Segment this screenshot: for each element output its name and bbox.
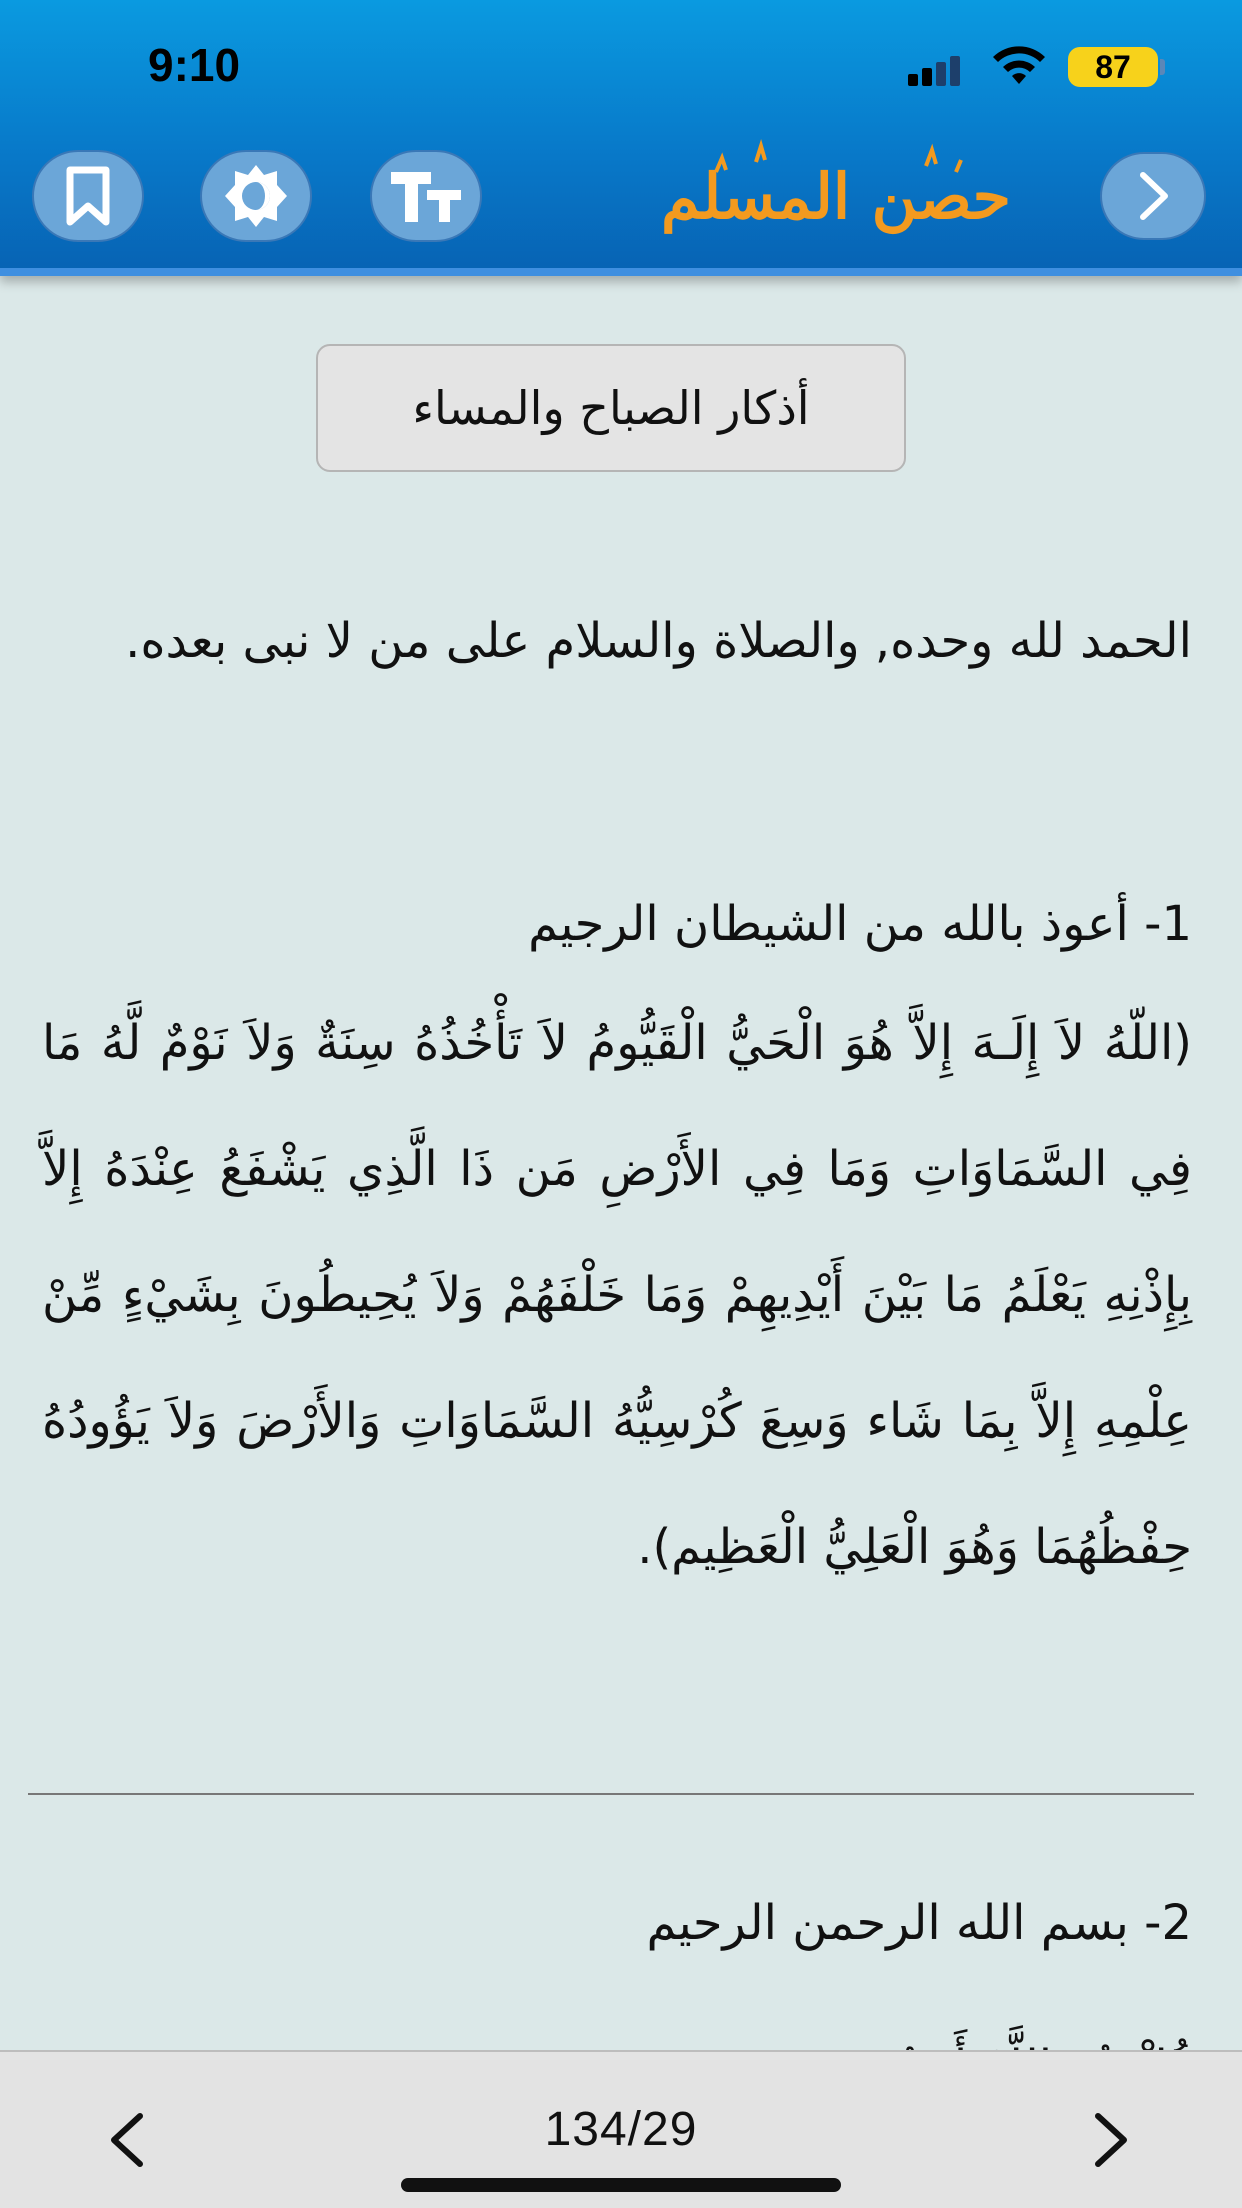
battery-cap [1160,59,1165,75]
chevron-right-icon [1133,171,1173,221]
home-indicator [401,2178,841,2192]
item-text-2 [42,2028,1192,2050]
brightness-icon [221,161,291,231]
intro-text: الحمد لله وحده, والصلاة والسلام على من لا نبى بعده. [125,613,1192,669]
forward-button[interactable] [1100,152,1206,240]
divider [28,1793,1194,1795]
cellular-signal-icon [908,52,968,86]
svg-text:حصن المسلم: حصن المسلم [661,160,1011,233]
text-size-icon [389,168,463,224]
item-text-1: (اللّهُ لاَ إِلَـهَ إِلاَّ هُوَ الْحَيُّ الْقَيُّومُ لاَ تَأْخُذُهُ سِنَةٌ وَلاَ نَوْمٌ لَّهُ مَا فِي السَّمَاوَاتِ وَمَا فِي الأَرْضِ مَن ذَا الَّذِي يَشْفَعُ عِنْدَهُ إِلاَّ بِإِذْنِهِ يَعْلَمُ مَا بَيْنَ أَيْدِيهِمْ وَمَا خَلْفَهُمْ وَلاَ يُحِيطُونَ بِشَيْءٍ مِّنْ عِلْمِهِ إِلاَّ بِمَا شَاء وَسِعَ كُرْسِيُّهُ السَّمَاوَاتِ وَالأَرْضَ وَلاَ يَؤُودُهُ حِفْظُهُمَا وَهُوَ الْعَلِيُّ الْعَظِيم). [42,1015,1192,1575]
text-size-button[interactable] [370,150,482,242]
brightness-button[interactable] [200,150,312,242]
page-counter: 134/29 [544,2103,698,2156]
battery-level: 87 [1068,47,1158,87]
wifi-icon [990,44,1048,88]
section-title: أذكار الصباح والمساء [316,344,906,472]
status-time: 9:10 [148,39,241,91]
bookmark-button[interactable] [32,150,144,242]
item-heading-1: 1- أعوذ بالله من الشيطان الرجيم [528,896,1192,952]
item-heading-2: 2- بسم الله الرحمن الرحيم [646,1895,1192,1951]
top-app-bar [0,0,1242,276]
chevron-right-icon[interactable] [1086,2112,1134,2168]
bottom-nav-bar [0,2050,1242,2208]
app-logo [661,132,1011,256]
bookmark-icon [60,166,116,226]
